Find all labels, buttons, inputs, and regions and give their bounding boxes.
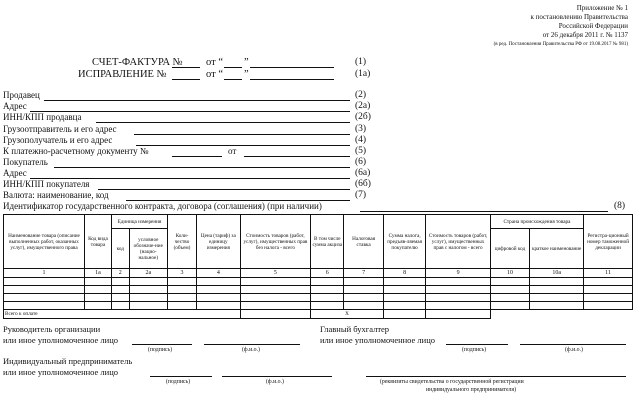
col-header-country: Страна происхождения товара [490, 215, 583, 229]
contract-id-label: Идентификатор государственного контракта, договора (соглашения) (при наличии) [3, 201, 322, 211]
consignor-field[interactable] [134, 134, 350, 135]
buyer-inn-code: (6б) [355, 179, 371, 189]
total-cost-cell[interactable] [240, 310, 311, 319]
accountant-fio-field[interactable] [520, 344, 626, 345]
accountant-fio-caption: (ф.и.о.) [565, 347, 583, 353]
correction-quote: ” [244, 69, 249, 80]
seller-label: Продавец [3, 90, 40, 100]
total-amount-cell[interactable] [426, 310, 490, 319]
total-excise-mark: X [311, 310, 384, 319]
invoice-from-label: от “ [206, 57, 223, 68]
correction-day-field[interactable] [224, 79, 242, 80]
certificate-caption-2: индивидуального предпринимателя) [426, 387, 517, 393]
table-row [4, 278, 633, 286]
col-number: 8 [383, 269, 426, 278]
buyer-label: Покупатель [3, 157, 48, 167]
accountant-label: Главный бухгалтер [320, 324, 390, 334]
consignor-code: (3) [355, 124, 367, 134]
correction-code: (1а) [355, 69, 371, 79]
col-header-excise: В том числе сумма акциза [311, 215, 344, 269]
appendix-line-1: Приложение № 1 [576, 4, 628, 12]
correction-from-label: от “ [206, 69, 223, 80]
col-header-unit-name: условное обозначе-ние (нацио-нальное) [129, 229, 167, 269]
accountant-label-2: или иное уполномоченное лицо [320, 335, 436, 345]
col-number: 2а [129, 269, 167, 278]
col-number: 11 [584, 269, 633, 278]
head-signature-field[interactable] [132, 344, 192, 345]
col-header-tax-rate: Налоговая ставка [344, 215, 383, 269]
invoice-table [3, 214, 633, 319]
table-row [4, 302, 633, 310]
certificate-caption: (реквизиты свидетельства о государственной регистрации [380, 379, 524, 385]
appendix-line-3: Российской Федерации [558, 22, 628, 30]
col-number: 4 [197, 269, 241, 278]
head-label-2: или иное уполномоченное лицо [3, 335, 119, 345]
payment-doc-number-field[interactable] [172, 156, 222, 157]
buyer-inn-label: ИНН/КПП покупателя [3, 179, 90, 189]
entrepreneur-fio-caption: (ф.и.о.) [266, 379, 284, 385]
appendix-line-4: от 26 декабря 2011 г. № 1137 [542, 31, 628, 39]
contract-id-code: (8) [614, 201, 626, 211]
consignor-label: Грузоотправитель и его адрес [3, 124, 117, 134]
consignee-code: (4) [355, 135, 367, 145]
total-tax-cell[interactable] [383, 310, 426, 319]
buyer-field[interactable] [54, 167, 350, 168]
col-number: 2 [111, 269, 129, 278]
empty-cell [490, 310, 632, 319]
col-header-unit-code: код [111, 229, 129, 269]
col-number: 7 [344, 269, 383, 278]
col-header-total: Стоимость товаров (работ, услуг), имущественных прав с налогом - всего [426, 215, 490, 269]
head-fio-caption: (ф.и.о.) [242, 347, 260, 353]
seller-address-code: (2а) [355, 101, 371, 111]
seller-inn-label: ИНН/КПП продавца [3, 112, 82, 122]
seller-code: (2) [355, 90, 367, 100]
currency-label: Валюта: наименование, код [3, 190, 109, 200]
buyer-address-code: (6а) [355, 168, 371, 178]
accountant-signature-field[interactable] [446, 344, 508, 345]
col-header-name: Наименование товара (описание выполненных работ, оказанных услуг), имущественного права [4, 215, 85, 269]
buyer-inn-field[interactable] [98, 189, 350, 190]
consignee-label: Грузополучатель и его адрес [3, 135, 113, 145]
payment-doc-code: (5) [355, 146, 367, 156]
correction-date-field[interactable] [250, 79, 334, 80]
col-number: 6 [311, 269, 344, 278]
col-number: 1 [4, 269, 85, 278]
payment-doc-label: К платежно-расчетному документу № [3, 146, 149, 156]
accountant-signature-caption: (подпись) [462, 347, 487, 353]
invoice-code: (1) [355, 57, 367, 67]
entrepreneur-signature-field[interactable] [150, 376, 212, 377]
invoice-day-field[interactable] [224, 67, 242, 68]
col-number: 5 [240, 269, 311, 278]
entrepreneur-label-2: или иное уполномоченное лицо [3, 367, 119, 377]
buyer-address-label: Адрес [3, 168, 27, 178]
payment-doc-from-label: от [228, 146, 237, 156]
col-number: 3 [167, 269, 196, 278]
invoice-number-field[interactable] [172, 67, 200, 68]
col-number: 10а [530, 269, 584, 278]
col-header-declaration: Регистра-ционный номер таможенной декларации [584, 215, 633, 269]
col-header-kind-code: Код вида товара [84, 215, 111, 269]
col-header-quantity: Коли-чество (объем) [167, 215, 196, 269]
seller-field[interactable] [44, 100, 350, 101]
head-label: Руководитель организации [3, 324, 101, 334]
col-header-cost: Стоимость товаров (работ, услуг), имущественных прав без налога - всего [240, 215, 311, 269]
appendix-header [494, 4, 628, 49]
total-row [4, 310, 633, 319]
currency-code: (7) [355, 190, 367, 200]
consignee-field[interactable] [136, 145, 350, 146]
invoice-title: СЧЕТ-ФАКТУРА № [92, 57, 183, 68]
entrepreneur-certificate-field[interactable] [366, 376, 626, 377]
entrepreneur-label: Индивидуальный предприниматель [3, 356, 133, 366]
col-number: 1а [84, 269, 111, 278]
total-label: Всего к оплате [4, 310, 241, 319]
appendix-line-5: (в ред. Постановления Правительства РФ от 19.08.2017 № 981) [493, 42, 628, 47]
table-row [4, 286, 633, 294]
col-header-tax-amount: Сумма налога, предъяв-ляемая покупателю [383, 215, 426, 269]
table-row [4, 294, 633, 302]
correction-number-field[interactable] [172, 79, 200, 80]
head-fio-field[interactable] [204, 344, 300, 345]
col-header-country-name: краткое наименование [530, 229, 584, 269]
col-number: 9 [426, 269, 490, 278]
col-header-unit: Единица измерения [111, 215, 167, 229]
col-number: 10 [490, 269, 529, 278]
entrepreneur-signature-caption: (подпись) [166, 379, 191, 385]
entrepreneur-fio-field[interactable] [222, 376, 332, 377]
buyer-code: (6) [355, 157, 367, 167]
appendix-line-2: к постановлению Правительства [530, 13, 628, 21]
invoice-date-field[interactable] [250, 67, 334, 68]
correction-title: ИСПРАВЛЕНИЕ № [78, 69, 167, 80]
seller-address-label: Адрес [3, 101, 27, 111]
seller-inn-field[interactable] [96, 122, 350, 123]
head-signature-caption: (подпись) [148, 347, 173, 353]
invoice-quote: ” [244, 57, 249, 68]
contract-id-field[interactable] [360, 211, 608, 212]
seller-inn-code: (2б) [355, 112, 371, 122]
payment-doc-date-field[interactable] [244, 156, 350, 157]
col-header-price: Цена (тариф) за единицу измерения [197, 215, 241, 269]
col-header-country-code: цифровой код [490, 229, 529, 269]
